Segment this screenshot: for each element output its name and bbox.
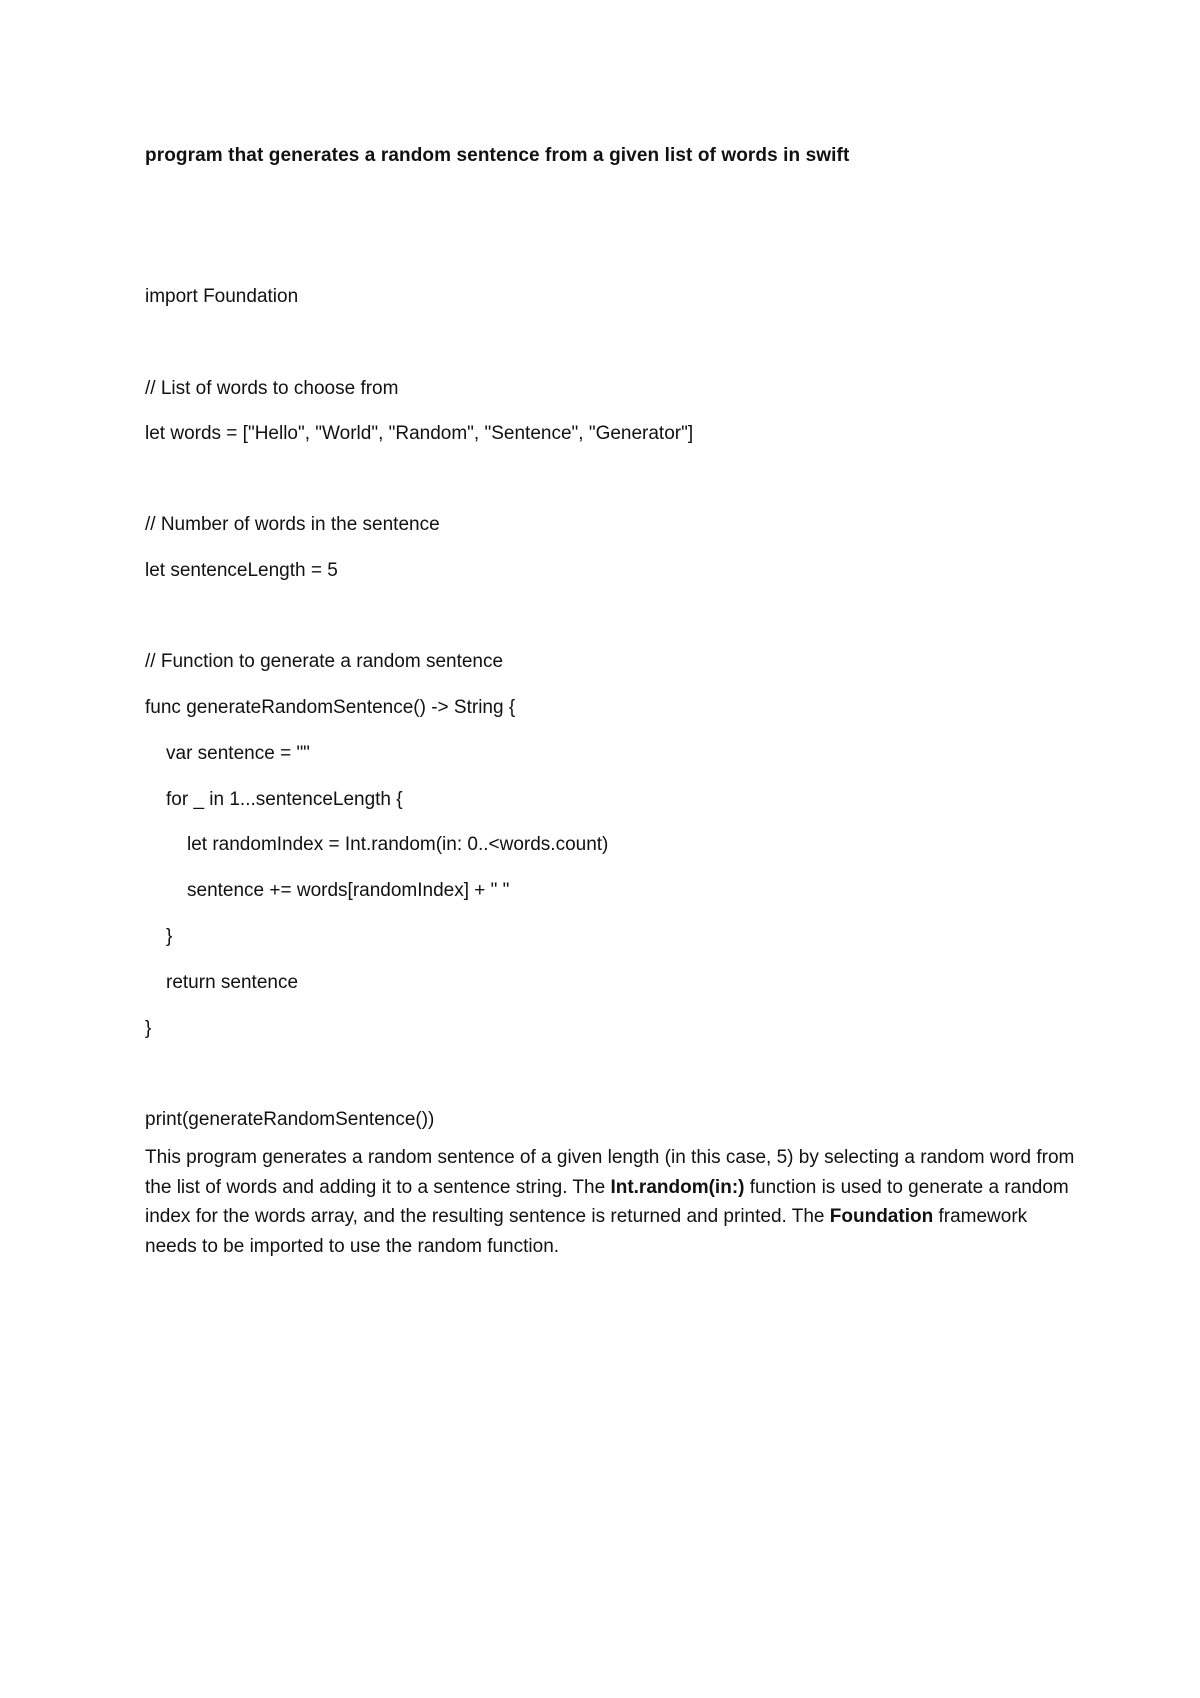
- code-line-append: sentence += words[randomIndex] + " ": [187, 880, 510, 901]
- code-comment-length: // Number of words in the sentence: [145, 514, 440, 535]
- code-line-var: var sentence = "": [166, 743, 310, 764]
- paragraph-text-2: function is used to generate a random index for the words array, and the resulting sentence is returned and printed. The: [145, 1176, 1069, 1227]
- code-line-func: func generateRandomSentence() -> String {: [145, 697, 516, 718]
- explanation-paragraph: [145, 1143, 1075, 1261]
- code-line-random-index: let randomIndex = Int.random(in: 0..<words.count): [187, 834, 609, 855]
- code-line-close-func: }: [145, 1018, 152, 1039]
- paragraph-bold-foundation: Foundation: [829, 1206, 934, 1227]
- code-line-words: let words = ["Hello", "World", "Random", "Sentence", "Generator"]: [145, 423, 694, 444]
- code-comment-function: // Function to generate a random sentence: [145, 651, 504, 672]
- code-line-for: for _ in 1...sentenceLength {: [166, 789, 403, 810]
- code-comment-words: // List of words to choose from: [145, 378, 399, 399]
- code-line-print: print(generateRandomSentence()): [145, 1109, 435, 1130]
- code-line-length: let sentenceLength = 5: [145, 560, 338, 581]
- paragraph-text-3: framework needs to be imported to use the random function.: [145, 1206, 1028, 1257]
- code-line-return: return sentence: [166, 972, 299, 993]
- code-line-import: import Foundation: [145, 286, 299, 307]
- paragraph-bold-int-random: Int.random(in:): [610, 1176, 745, 1198]
- code-line-close-for: }: [166, 926, 173, 947]
- document-title: program that generates a random sentence from a given list of words in swift: [145, 145, 850, 166]
- paragraph-text-1: This program generates a random sentence of a given length (in this case, 5) by selecting a random word from the list of words and adding it to a sentence string. The: [145, 1147, 1075, 1198]
